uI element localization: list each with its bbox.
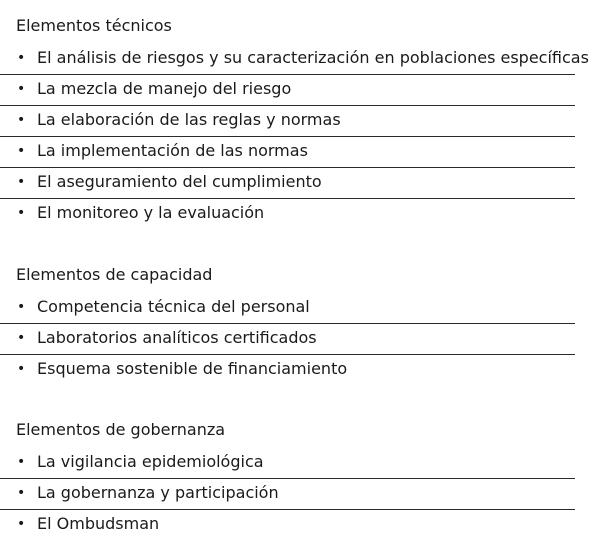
list-item-text: El análisis de riesgos y su caracterización en poblaciones específicas: [37, 48, 589, 67]
bullet-icon: •: [17, 516, 26, 532]
list-item-text: La implementación de las normas: [37, 141, 308, 160]
bullet-icon: •: [17, 143, 26, 159]
list-item: [0, 44, 589, 75]
bullet-icon: •: [17, 112, 26, 128]
list-item: [0, 168, 575, 199]
list-item-text: La mezcla de manejo del riesgo: [37, 79, 292, 98]
bullet-list: [0, 44, 589, 229]
list-item: [0, 479, 575, 510]
list-item: [0, 355, 575, 385]
section-title: Elementos técnicos: [16, 16, 172, 35]
list-item: [0, 137, 575, 168]
bullet-icon: •: [17, 299, 26, 315]
list-item: [0, 324, 575, 355]
list-item: [0, 448, 575, 479]
bullet-icon: •: [17, 81, 26, 97]
section-title: Elementos de capacidad: [16, 265, 213, 284]
bullet-icon: •: [17, 454, 26, 470]
list-item-text: Competencia técnica del personal: [37, 297, 310, 316]
bullet-icon: •: [17, 485, 26, 501]
list-item-text: Laboratorios analíticos certificados: [37, 328, 317, 347]
list-item-text: El aseguramiento del cumplimiento: [37, 172, 322, 191]
list-item-text: Esquema sostenible de financiamiento: [37, 359, 348, 378]
list-item-text: La gobernanza y participación: [37, 483, 279, 502]
bullet-list: [0, 448, 575, 540]
list-item-text: La elaboración de las reglas y normas: [37, 110, 341, 129]
list-item: [0, 510, 575, 540]
section-title: Elementos de gobernanza: [16, 420, 226, 439]
bullet-icon: •: [17, 205, 26, 221]
list-item: [0, 106, 575, 137]
bullet-list: [0, 293, 575, 385]
list-item-text: El Ombudsman: [37, 514, 160, 533]
list-item-text: La vigilancia epidemiológica: [37, 452, 264, 471]
list-item: [0, 199, 575, 229]
bullet-icon: •: [17, 330, 26, 346]
list-item: [0, 75, 575, 106]
bullet-icon: •: [17, 361, 26, 377]
bullet-icon: •: [17, 174, 26, 190]
bullet-icon: •: [17, 50, 26, 66]
list-item: [0, 293, 575, 324]
list-item-text: El monitoreo y la evaluación: [37, 203, 265, 222]
